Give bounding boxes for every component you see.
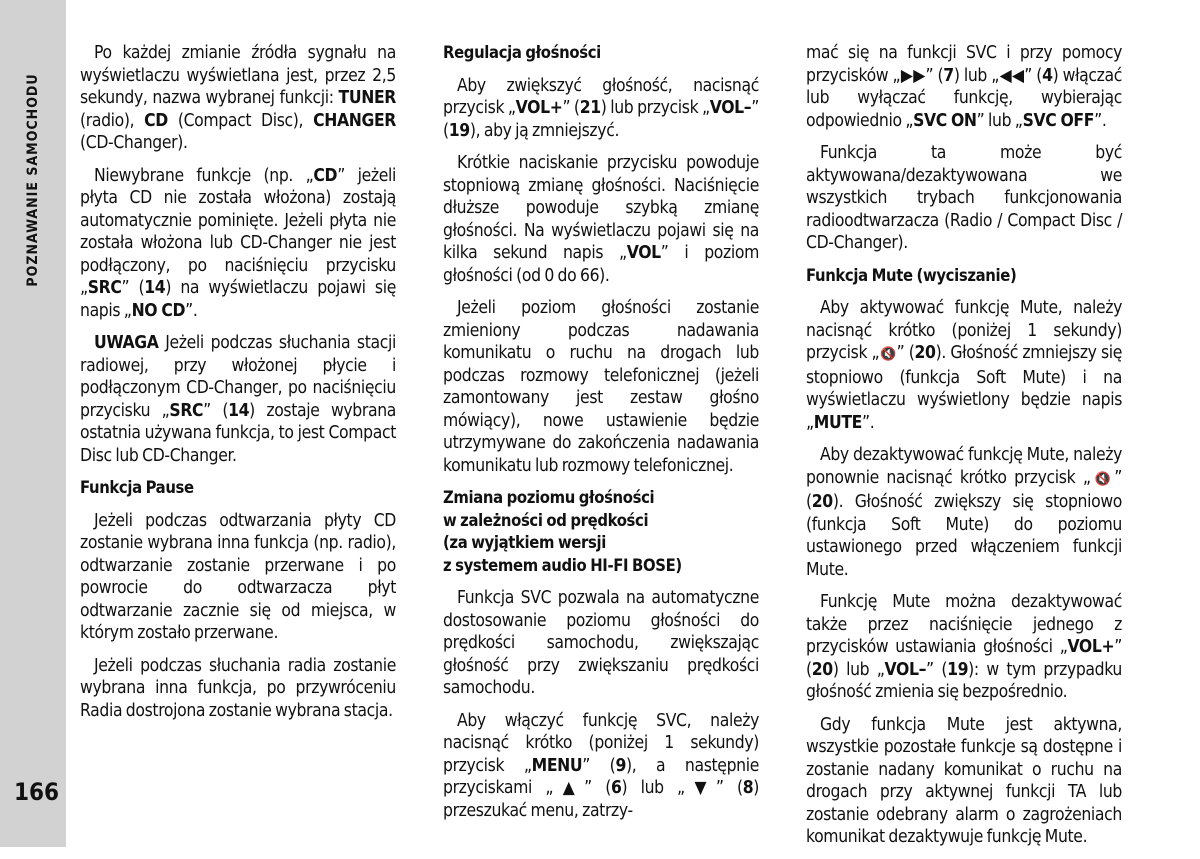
rewind-icon: ◀◀ bbox=[999, 65, 1025, 86]
heading-mute: Funkcja Mute (wyciszanie) bbox=[806, 265, 1017, 285]
paragraph-svc-intro: Funkcja SVC pozwala na automatyczne dostosowanie poziomu głośności do prędkości samochodu, zwiększając głośność przy zwiększaniu prędkości samochodu. bbox=[443, 588, 759, 698]
sidebar bbox=[0, 0, 66, 847]
paragraph-mute-active: Gdy funkcja Mute jest aktywna, wszystkie pozostałe funkcje są dostępne i zostanie nadany komunikat o ruchu na drogach przy aktywnej funkcji TA lub zostanie odebrany alarm o zagrożeniach komunikat dezaktywuje funkcję Mute. bbox=[806, 714, 1122, 847]
paragraph-volume-press: Krótkie naciskanie przycisku powoduje stopniową zmianę głośności. Naciśnięcie dłuższe powoduje szybką zmianę głośności. Na wyświetlaczu pojawi się na kilka sekund napis „VOL” i poziom głośności (od 0 do 66). bbox=[443, 153, 759, 286]
mute-icon: 🔇 bbox=[1090, 471, 1115, 487]
paragraph-svc-continued: mać się na funkcji SVC i przy pomocy przycisków „▶▶” (7) lub „◀◀” (4) włączać lub wyłączać funkcję, wybierając odpowiednio „SVC ON” lub „SVC OFF”. bbox=[806, 43, 1122, 131]
column-1 bbox=[80, 42, 396, 732]
column-2 bbox=[443, 42, 759, 832]
paragraph-svc-enable: Aby włączyć funkcję SVC, należy nacisnąć krótko (poniżej 1 sekundy) przycisk „MENU” (9), a następnie przyciskami „▲” (6) lub „▼” (8) przeszukać menu, zatrzy- bbox=[443, 710, 760, 821]
heading-svc: Zmiana poziomu głośności w zależności od prędkości (za wyjątkiem wersji z systemem audio HI-FI BOSE) bbox=[443, 488, 682, 575]
paragraph-mute-activate: Aby aktywować funkcję Mute, należy nacisnąć krótko (poniżej 1 sekundy) przycisk „🔇” (20). Głośność zmniejszy się stopniowo (funkcja Soft Mute) i na wyświetlaczu wyświetlony będzie napis „MUTE”. bbox=[806, 298, 1123, 433]
paragraph-volume-buttons: Aby zwiększyć głośność, nacisnąć przycisk „VOL+” (21) lub przycisk „VOL–” (19), aby ją zmniejszyć. bbox=[443, 75, 760, 141]
paragraph-source-change: Po każdej zmianie źródła sygnału na wyświetlaczu wyświetlana jest, przez 2,5 sekundy, nazwa wybranej funkcji: TUNER (radio), CD (Compact Disc), CHANGER (CD-Changer). bbox=[80, 43, 396, 153]
heading-pause: Funkcja Pause bbox=[80, 478, 194, 497]
down-arrow-icon: ▼ bbox=[684, 778, 716, 798]
paragraph-pause-1: Jeżeli podczas odtwarzania płyty CD zostanie wybrana inna funkcja (np. radio), odtwarzanie zostanie przerwane i po powrocie do odtwarzacza płyt odtwarzanie zacznie się od miejsca, w którym zostało przerwane. bbox=[80, 510, 396, 643]
column-3 bbox=[806, 42, 1122, 859]
fast-forward-icon: ▶▶ bbox=[900, 65, 926, 86]
paragraph-mute-deactivate: Aby dezaktywować funkcję Mute, należy ponownie nacisnąć krótko przycisk „🔇” (20). Głośność zwiększy się stopniowo (funkcja Soft Mute) do poziomu ustawionego przed włączeniem funkcji Mute. bbox=[806, 445, 1122, 580]
paragraph-skipped-functions: Niewybrane funkcje (np. „CD” jeżeli płyta CD nie została włożona) zostają automatycznie pominięte. Jeżeli płyta nie została włożona lub CD-Changer nie jest podłączony, po naciśnięciu przycisku „SRC” (14) na wyświetlaczu pojawi się napis „NO CD”. bbox=[80, 165, 396, 321]
paragraph-pause-2: Jeżeli podczas słuchania radia zostanie wybrana inna funkcja, po przywróceniu Radia dostrojona zostanie wybrana stacja. bbox=[80, 655, 396, 721]
section-title: POZNAWANIE SAMOCHODU bbox=[25, 73, 41, 287]
paragraph-volume-traffic: Jeżeli poziom głośności zostanie zmieniony podczas nadawania komunikatu o ruchu na drogach lub podczas rozmowy telefonicznej (jeżeli zamontowany jest zestaw głośno mówiący), nowe ustawienie będzie utrzymywane do zakończenia nadawania komunikatu lub rozmowy telefonicznej. bbox=[443, 298, 759, 476]
paragraph-warning: UWAGA Jeżeli podczas słuchania stacji radiowej, przy włożonej płycie i podłączonym CD-Changer, po naciśnięciu przycisku „SRC” (14) zostaje wybrana ostatnia używana funkcja, to jest Compact Disc lub CD-Changer. bbox=[80, 333, 397, 466]
heading-volume: Regulacja głośności bbox=[443, 43, 601, 62]
mute-icon: 🔇 bbox=[879, 347, 897, 362]
paragraph-svc-modes: Funkcja ta może być aktywowana/dezaktywowana we wszystkich trybach funkcjonowania radioodtwarzacza (Radio / Compact Disc / CD-Changer). bbox=[806, 143, 1122, 253]
paragraph-mute-volume-buttons: Funkcję Mute można dezaktywować także przez naciśnięcie jednego z przycisków ustawiania głośności „VOL+” (20) lub „VOL–” (19): w tym przypadku głośność zmienia się bezpośrednio. bbox=[806, 592, 1122, 702]
page-number: 166 bbox=[14, 778, 60, 806]
up-arrow-icon: ▲ bbox=[553, 778, 585, 798]
